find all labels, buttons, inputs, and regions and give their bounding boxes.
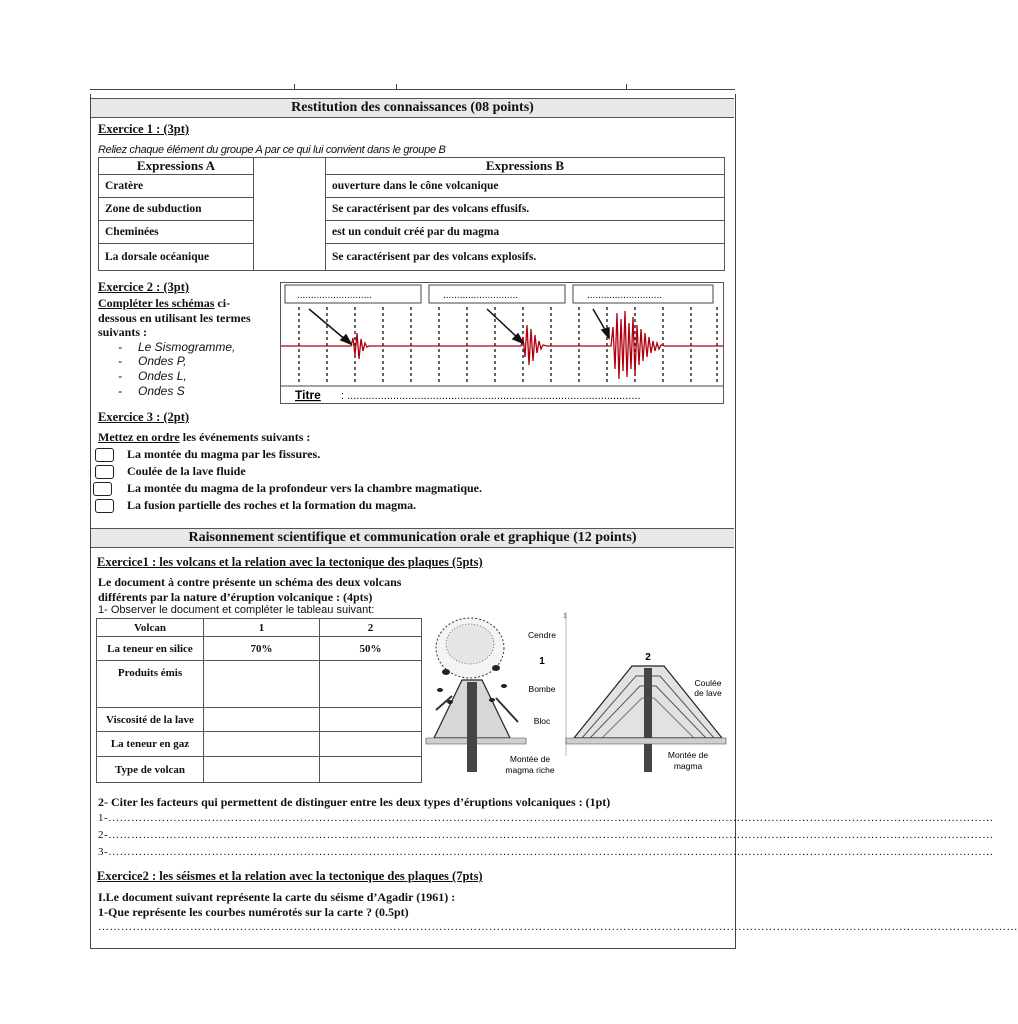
part2-ex1-title: Exercice1 : les volcans et la relation avec la tectonique des plaques (5pts) [97, 555, 483, 569]
row-label: Produits émis [97, 661, 204, 708]
chimney-1 [467, 682, 477, 772]
label-montee-1a: Montée de [509, 754, 551, 764]
cell-volcan-2: 50% [320, 637, 422, 661]
wave-arrows [309, 309, 609, 344]
volcan-column-head: Volcan [97, 619, 204, 637]
label-coulee-a: Coulée [694, 678, 722, 688]
label-montee-2a: Montée de [667, 750, 709, 760]
cell-volcan-1[interactable] [204, 757, 320, 783]
part2-ex1-intro-line1: Le document à contre présente un schéma des deux volcans [98, 575, 402, 589]
volcano-2 [566, 652, 726, 772]
label-placeholder: ........................... [587, 290, 663, 301]
answer-line[interactable]: …………………………………………………………………………………………………………………………………………………………………………………………………………………… [98, 921, 1018, 933]
label-montee-1b: magma riche [505, 765, 555, 775]
ex2-instruction-line1 [98, 296, 230, 311]
ex3-instruction-rest: les événements suivants : [179, 430, 311, 444]
ex2-title: Exercice 2 : (3pt) [98, 280, 190, 294]
seismogram-drawing [281, 283, 723, 403]
part2-ex2-question1: 1-Que représente les courbes numérotés sur la carte ? (0.5pt) [98, 905, 409, 919]
label-placeholder: ........................... [297, 290, 373, 301]
term-bullet: - [118, 340, 122, 354]
term-ondes-s: Ondes S [138, 384, 185, 398]
order-checkbox[interactable] [95, 499, 114, 513]
order-checkbox[interactable] [93, 482, 112, 496]
volcan-2-head: 2 [320, 619, 422, 637]
ex2-instruction-underlined: Compléter les schémas [98, 296, 215, 310]
ground-2 [566, 738, 726, 744]
seismogram-figure [280, 282, 724, 404]
part2-ex1-intro-line2: différents par la nature d’éruption volcanique : (4pts) [98, 590, 373, 604]
ex3-title: Exercice 3 : (2pt) [98, 410, 190, 424]
chimney-2 [644, 668, 652, 772]
label-cendre: Cendre [528, 630, 556, 640]
answer-line[interactable]: 3-…………………………………………………………………………………………………………………………………………………………………………………………………………… [98, 846, 994, 858]
event-item: Coulée de la lave fluide [127, 464, 246, 478]
event-item: La montée du magma par les fissures. [127, 447, 321, 461]
cell-volcan-2[interactable] [320, 757, 422, 783]
row-label: Type de volcan [97, 757, 204, 783]
cell-volcan-1[interactable] [204, 661, 320, 708]
diagram-corner-number: 1 [563, 613, 567, 620]
ex1-title: Exercice 1 : (3pt) [98, 122, 190, 136]
ex2-instruction-rest: ci- [214, 296, 231, 310]
expression-b: ouverture dans le cône volcanique [326, 175, 725, 198]
answer-line[interactable]: 2-…………………………………………………………………………………………………………………………………………………………………………………………………………… [98, 829, 994, 841]
label-bombe: Bombe [528, 684, 556, 694]
matching-gap [254, 158, 326, 271]
label-montee-2b: magma [673, 761, 703, 771]
label-volcano-1: 1 [539, 656, 545, 667]
part2-ex2-intro: I.Le document suivant représente la carte du séisme d’Agadir (1961) : [98, 890, 456, 904]
expression-b: Se caractérisent par des volcans explosifs. [326, 244, 725, 271]
expression-b: Se caractérisent par des volcans effusifs. [326, 198, 725, 221]
part2-ex1-question1: 1- Observer le document et compléter le tableau suivant: [98, 604, 375, 616]
label-volcano-2: 2 [645, 652, 651, 663]
expression-a: Zone de subduction [99, 198, 254, 221]
cell-volcan-1[interactable] [204, 732, 320, 757]
ash-cloud-core [446, 624, 494, 664]
head-expressions-a: Expressions A [99, 158, 254, 175]
term-sismogramme: Le Sismogramme, [138, 340, 236, 354]
cell-volcan-1: 70% [204, 637, 320, 661]
expression-a: Cratère [99, 175, 254, 198]
term-ondes-l: Ondes L, [138, 369, 187, 383]
volcano-diagram [426, 606, 726, 782]
answer-number: 1- [98, 812, 109, 824]
section-header-part1: Restitution des connaissances (08 points) [91, 98, 734, 118]
titre-dots: : ................................................................................................ [341, 390, 641, 402]
expression-a: La dorsale océanique [99, 244, 254, 271]
term-bullet: - [118, 354, 122, 368]
event-item: La fusion partielle des roches et la formation du magma. [127, 498, 417, 512]
titre-label: Titre [295, 388, 321, 402]
term-bullet: - [118, 384, 122, 398]
row-label: La teneur en silice [97, 637, 204, 661]
seismogram-trace [281, 311, 723, 379]
ex3-instruction-underlined: Mettez en ordre [98, 430, 180, 444]
row-label: Viscosité de la lave [97, 708, 204, 732]
label-coulee-b: de lave [694, 688, 722, 698]
answer-number: 3- [98, 846, 109, 858]
cell-volcan-1[interactable] [204, 708, 320, 732]
head-expressions-b: Expressions B [326, 158, 725, 175]
cell-volcan-2[interactable] [320, 732, 422, 757]
term-bullet: - [118, 369, 122, 383]
part2-ex1-question2: 2- Citer les facteurs qui permettent de distinguer entre les deux types d’éruptions volcaniques : (1pt) [98, 795, 611, 809]
order-checkbox[interactable] [95, 448, 114, 462]
order-checkbox[interactable] [95, 465, 114, 479]
volcan-1-head: 1 [204, 619, 320, 637]
answer-number: 2- [98, 829, 109, 841]
cell-volcan-2[interactable] [320, 708, 422, 732]
ex2-instruction-line2: dessous en utilisant les termes [98, 311, 251, 325]
cell-volcan-2[interactable] [320, 661, 422, 708]
section-header-part2: Raisonnement scientifique et communication orale et graphique (12 points) [91, 528, 734, 548]
ex2-instruction-line3: suivants : [98, 325, 148, 339]
answer-line[interactable]: 1-…………………………………………………………………………………………………………………………………………………………………………………………………………… [98, 812, 994, 824]
ex1-matching-table [98, 157, 725, 271]
event-item: La montée du magma de la profondeur vers la chambre magmatique. [127, 481, 482, 495]
expression-b: est un conduit créé par du magma [326, 221, 725, 244]
ex1-instruction: Reliez chaque élément du groupe A par ce qui lui convient dans le groupe B [98, 144, 446, 156]
volcano-comparison-table [96, 618, 422, 783]
part2-ex2-title: Exercice2 : les séismes et la relation avec la tectonique des plaques (7pts) [97, 869, 483, 883]
term-ondes-p: Ondes P, [138, 354, 187, 368]
ex3-instruction [98, 430, 310, 445]
row-label: La teneur en gaz [97, 732, 204, 757]
label-placeholder: ........................... [443, 290, 519, 301]
expression-a: Cheminées [99, 221, 254, 244]
volcano-1 [426, 618, 556, 775]
label-bloc: Bloc [533, 716, 551, 726]
page-top-rule [90, 89, 735, 90]
